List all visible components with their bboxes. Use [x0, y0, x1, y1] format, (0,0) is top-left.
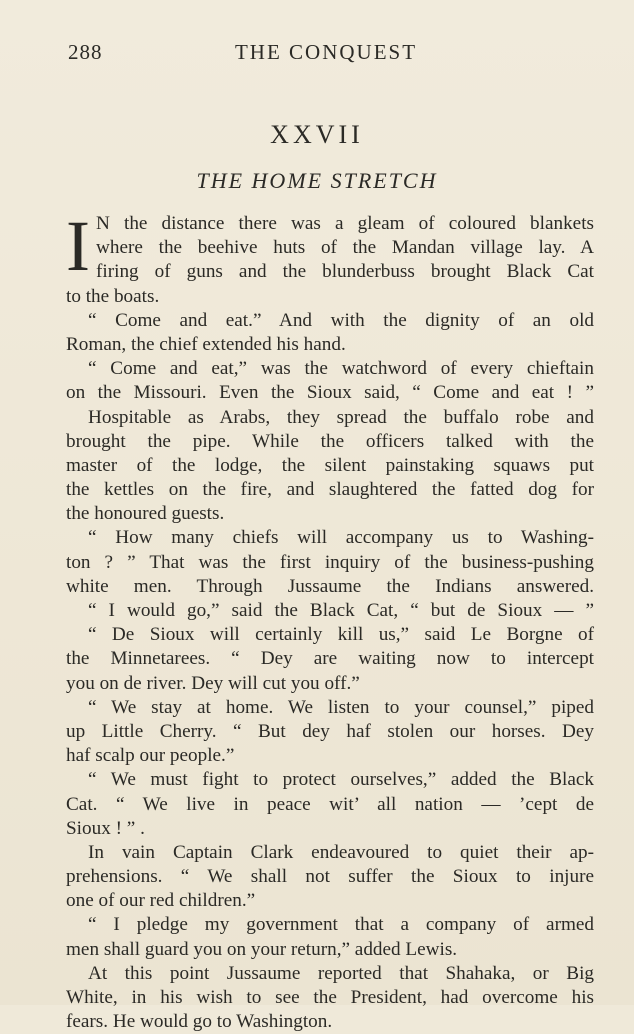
text-line: Roman, the chief extended his hand.	[66, 333, 346, 355]
drop-cap: I	[66, 206, 90, 286]
chapter-title: THE HOME STRETCH	[196, 168, 438, 193]
text-line: “ We must fight to protect ourselves,” added the Black	[88, 769, 594, 791]
text-line: prehensions. “ We shall not suffer the Sioux to injure	[66, 866, 594, 888]
text-line: “ I pledge my government that a company of armed	[88, 914, 594, 936]
text-line: White, in his wish to see the President, had overcome his	[66, 987, 594, 1008]
text-line: one of our red children.”	[66, 890, 256, 912]
text-line: up Little Cherry. “ But dey haf stolen our horses. Dey	[66, 720, 594, 742]
text-line: “ Come and eat,” was the watchword of every chieftain	[88, 358, 594, 380]
text-line: fears. He would go to Washington.	[66, 1011, 333, 1033]
text-line: brought the pipe. While the officers talked with the	[66, 430, 594, 452]
page-number: 288	[68, 40, 103, 64]
text-line: haf scalp our people.”	[66, 745, 235, 767]
text-line: firing of guns and the blunderbuss brought Black Cat	[96, 261, 594, 283]
running-head	[68, 40, 604, 68]
text-line: Cat. “ We live in peace wit’ all nation — ’cept de	[66, 793, 594, 815]
text-line: the honoured guests.	[66, 503, 225, 525]
running-title: THE CONQUEST	[234, 40, 418, 64]
body-text	[66, 206, 594, 1034]
text-line: “ How many chiefs will accompany us to Washing-	[88, 527, 594, 549]
text-line: “ I would go,” said the Black Cat, “ but de Sioux — ”	[88, 600, 594, 621]
text-line: master of the lodge, the silent painstaking squaws put	[66, 454, 594, 476]
text-line: N the distance there was a gleam of coloured blankets	[96, 213, 594, 234]
text-line: Hospitable as Arabs, they spread the buffalo robe and	[88, 406, 594, 428]
text-line: to the boats.	[66, 285, 160, 307]
text-line: Sioux ! ” .	[66, 817, 145, 839]
text-line: At this point Jussaume reported that Shahaka, or Big	[88, 962, 594, 984]
text-line: where the beehive huts of the Mandan village lay. A	[96, 237, 594, 259]
text-line: “ De Sioux will certainly kill us,” said Le Borgne of	[88, 624, 594, 646]
text-line: men shall guard you on your return,” added Lewis.	[66, 938, 458, 960]
text-line: on the Missouri. Even the Sioux said, “ Come and eat ! ”	[66, 382, 594, 404]
text-line: the kettles on the fire, and slaughtered the fatted dog for	[66, 479, 594, 501]
text-line: “ We stay at home. We listen to your counsel,” piped	[88, 696, 594, 718]
text-line: In vain Captain Clark endeavoured to quiet their ap-	[88, 841, 594, 863]
text-line: the Minnetarees. “ Dey are waiting now to intercept	[66, 648, 594, 670]
chapter-number: XXVII	[270, 120, 364, 149]
text-line: ton ? ” That was the first inquiry of the business-pushing	[66, 551, 594, 573]
text-line: “ Come and eat.” And with the dignity of an old	[88, 309, 594, 331]
text-line: you on de river. Dey will cut you off.”	[66, 672, 360, 694]
first-paragraph-block	[66, 206, 594, 286]
text-line: white men. Through Jussaume the Indians answered.	[66, 575, 594, 597]
